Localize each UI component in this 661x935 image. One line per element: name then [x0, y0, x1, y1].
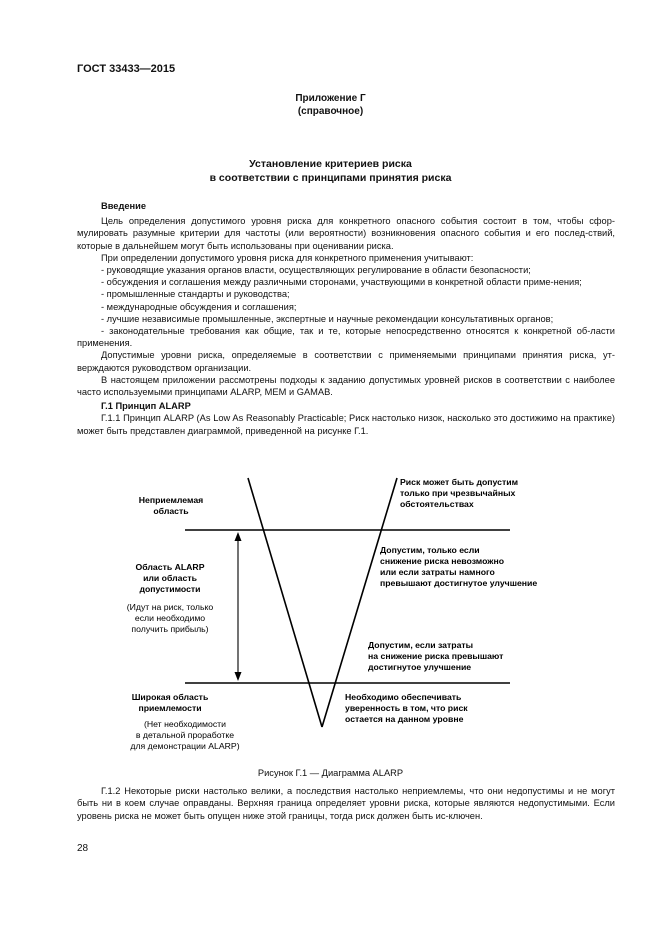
intro-list-item: - обсуждения и соглашения между различными сторонами, участвующими в конкретной области приме-нения; [101, 277, 582, 288]
arrow-up-head [235, 532, 242, 541]
intro-list-item: - лучшие независимые промышленные, экспертные и научные рекомендации консультативных органов; [101, 313, 554, 324]
label-risk-exceptional: Риск может быть допустим только при чрезвычайных обстоятельствах [400, 477, 518, 509]
intro-heading: Введение [101, 201, 147, 211]
section-heading: Г.1 Принцип ALARP [101, 401, 191, 412]
chapter-title-line1: Установление критериев риска [249, 158, 412, 170]
label-tolerable-if-impossible: Допустим, только если снижение риска невозможно или если затраты намного превышают достигнутое улучшение [380, 545, 538, 588]
label-alarp-note: (Идут на риск, только если необходимо получить прибыль) [126, 602, 214, 634]
label-broadly-acceptable-region: Широкая область приемлемости [131, 692, 209, 713]
intro-paragraph-1: Цель определения допустимого уровня риска для конкретного опасного события состоит в том, чтобы сфор-мулировать разумные критерии для частоты (или вероятности) возникновения опасного события и его послед-ствий, которые в дальнейшем могут быть использованы при оценивании риска. [77, 216, 615, 251]
label-alarp-region: Область ALARP или область допустимости [135, 562, 205, 594]
appendix-subtitle: (справочное) [297, 106, 364, 117]
label-assurance-needed: Необходимо обеспечивать уверенность в том, что риск остается на данном уровне [345, 692, 468, 724]
figure-caption: Рисунок Г.1 — Диаграмма ALARP [257, 768, 404, 778]
intro-paragraph-2: При определении допустимого уровня риска для конкретного применения учитывают: [101, 252, 474, 263]
section-continuation [77, 785, 615, 822]
appendix-title: Приложение Г [295, 93, 366, 104]
intro-paragraph-3: Допустимые уровни риска, определяемые в соответствии с применяемыми принципами принятия риска, ут-верждаются руководством организации. [77, 350, 615, 373]
v-right-line [322, 478, 397, 727]
label-tolerable-if-cost-exceeds: Допустим, если затраты на снижение риска превышают достигнутое улучшение [368, 640, 504, 672]
intro-list-item: - международные обсуждения и соглашения; [101, 301, 297, 312]
document-code: ГОСТ 33433—2015 [77, 63, 176, 75]
v-left-line [248, 478, 322, 727]
chapter-title-line2: в соответствии с принципами принятия риска [209, 172, 452, 184]
intro-paragraph-4: В настоящем приложении рассмотрены подходы к заданию допустимых уровней рисков в соответствии с наиболее часто используемыми принципами ALARP, MEM и GAMAB. [77, 374, 615, 398]
label-unacceptable-region: Неприемлемая область [138, 495, 204, 516]
section-paragraph-2: Г.1.2 Некоторые риски настолько велики, а последствия настолько неприемлемы, что они недопустимы и не могут быть ни в коем случае оправданы. Верхняя граница определяет уровни риска, которые являются недопустимыми. Если уровень риска не может быть опущен ниже этой границы, тогда риск должен быть ис-ключен. [77, 786, 615, 821]
page-number: 28 [77, 843, 89, 854]
arrow-down-head [235, 672, 242, 681]
intro-list-item: - руководящие указания органов власти, осуществляющих регулирование в области безопасности; [101, 265, 531, 276]
intro-list-item: - промышленные стандарты и руководства; [101, 289, 290, 300]
section-paragraph-1: Г.1.1 Принцип ALARP (As Low As Reasonably Practicable; Риск настолько низок, насколько это достижимо на практике) может быть представлен диаграммой, приведенной на рисунке Г.1. [77, 413, 615, 436]
label-broadly-acceptable-note: (Нет необходимости в детальной проработке для демонстрации ALARP) [130, 719, 240, 751]
intro-list-item: - законодательные требования как общие, так и те, которые непосредственно относятся к конкретной об-ласти применения. [77, 326, 615, 349]
